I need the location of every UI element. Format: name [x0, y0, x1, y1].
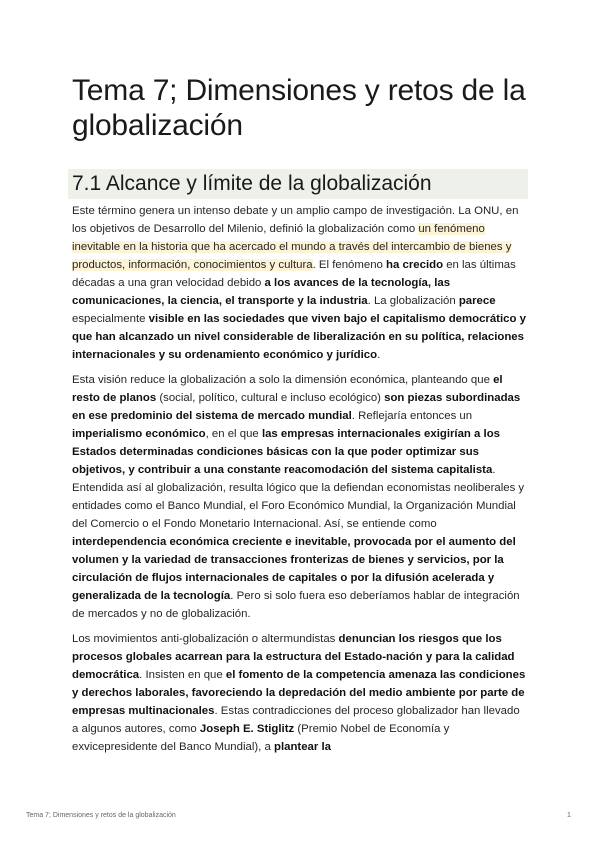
- text-run: , en el que: [205, 428, 262, 440]
- text-run: . Estas contradicciones del proceso globalizador han llevado a algunos autores, como: [72, 705, 520, 735]
- bold-text: las empresas internacionales exigirían a los Estados determinadas condiciones básicas con la que poder optimizar sus objetivos, y contribuir a una constante reacomodación del sistema capitalista: [72, 428, 500, 476]
- text-run: Este término genera un intenso debate y un amplio campo de investigación. La ONU, en los objetivos de Desarrollo del Milenio, definió la globalización como: [72, 205, 519, 235]
- section-heading: [68, 169, 528, 199]
- text-run: . Reflejaría entonces un: [351, 410, 473, 422]
- bold-text: plantear la: [273, 741, 331, 753]
- body-text: [72, 202, 528, 763]
- bold-text: parece: [458, 295, 496, 307]
- bold-text: imperialismo económico: [72, 428, 206, 440]
- text-run: Los movimientos anti-globalización o altermundistas: [72, 633, 339, 645]
- text-run: .: [377, 349, 381, 361]
- text-run: . Entendida así al globalización, resulta lógico que la defiendan economistas neoliberales y entidades como el Banco Mundial, el Foro Económico Mundial, la Organización Mundial del Comercio o el Fondo Monetario Internacional. Así, se entiende como: [72, 464, 525, 530]
- bold-text: a los avances de la tecnología, las comunicaciones, la ciencia, el transporte y la industria: [72, 277, 451, 307]
- highlighted-text: un fenómeno inevitable en la historia que ha acercado el mundo a través del intercambio de bienes y productos, información, conocimientos y cultura: [72, 223, 512, 271]
- text-run: . La globalización: [367, 295, 459, 307]
- paragraph: [72, 630, 528, 756]
- text-run: Esta visión reduce la globalización a solo la dimensión económica, planteando que: [72, 374, 494, 386]
- text-run: especialmente: [72, 313, 149, 325]
- bold-text: el fomento de la competencia amenaza las condiciones y derechos laborales, favoreciendo la depredación del medio ambiente por parte de empresas multinacionales: [72, 669, 526, 717]
- footer-title: Tema 7; Dimensiones y retos de la globalización: [26, 812, 176, 819]
- text-run: (social, político, cultural e incluso ecológico): [156, 392, 385, 404]
- text-run: . Pero si solo fuera eso deberíamos hablar de integración de mercados y no de globalización.: [72, 590, 520, 620]
- bold-text: interdependencia económica creciente e inevitable, provocada por el aumento del volumen y la variedad de transacciones fronterizas de bienes y servicios, por la circulación de flujos internacionales de capitales o por la difusión acelerada y generalizada de la tecnología: [72, 536, 516, 602]
- bold-text: denuncian los riesgos que los procesos globales acarrean para la estructura del Estado-nación y para la calidad democrática: [72, 633, 515, 681]
- text-run: en las últimas décadas a una gran velocidad debido: [72, 259, 516, 289]
- page-title: Tema 7; Dimensiones y retos de la globalización: [72, 74, 526, 142]
- paragraph: [72, 371, 528, 623]
- bold-text: el resto de planos: [72, 374, 503, 404]
- bold-text: Joseph E. Stiglitz: [199, 723, 295, 735]
- text-run: . Insisten en que: [139, 669, 226, 681]
- bold-text: visible en las sociedades que viven bajo el capitalismo democrático y que han alcanzado un nivel considerable de liberalización en su política, relaciones internacionales y su ordenamiento económico y jurídico: [72, 313, 526, 361]
- section-heading-text: 7.1 Alcance y límite de la globalización: [72, 172, 432, 195]
- bold-text: son piezas subordinadas en ese predominio del sistema de mercado mundial: [72, 392, 521, 422]
- paragraph: [72, 202, 528, 364]
- page-number: 1: [567, 812, 571, 819]
- bold-text: ha crecido: [386, 259, 444, 271]
- text-run: (Premio Nobel de Economía y exvicepresidente del Banco Mundial), a: [72, 723, 450, 753]
- text-run: . El fenómeno: [312, 259, 387, 271]
